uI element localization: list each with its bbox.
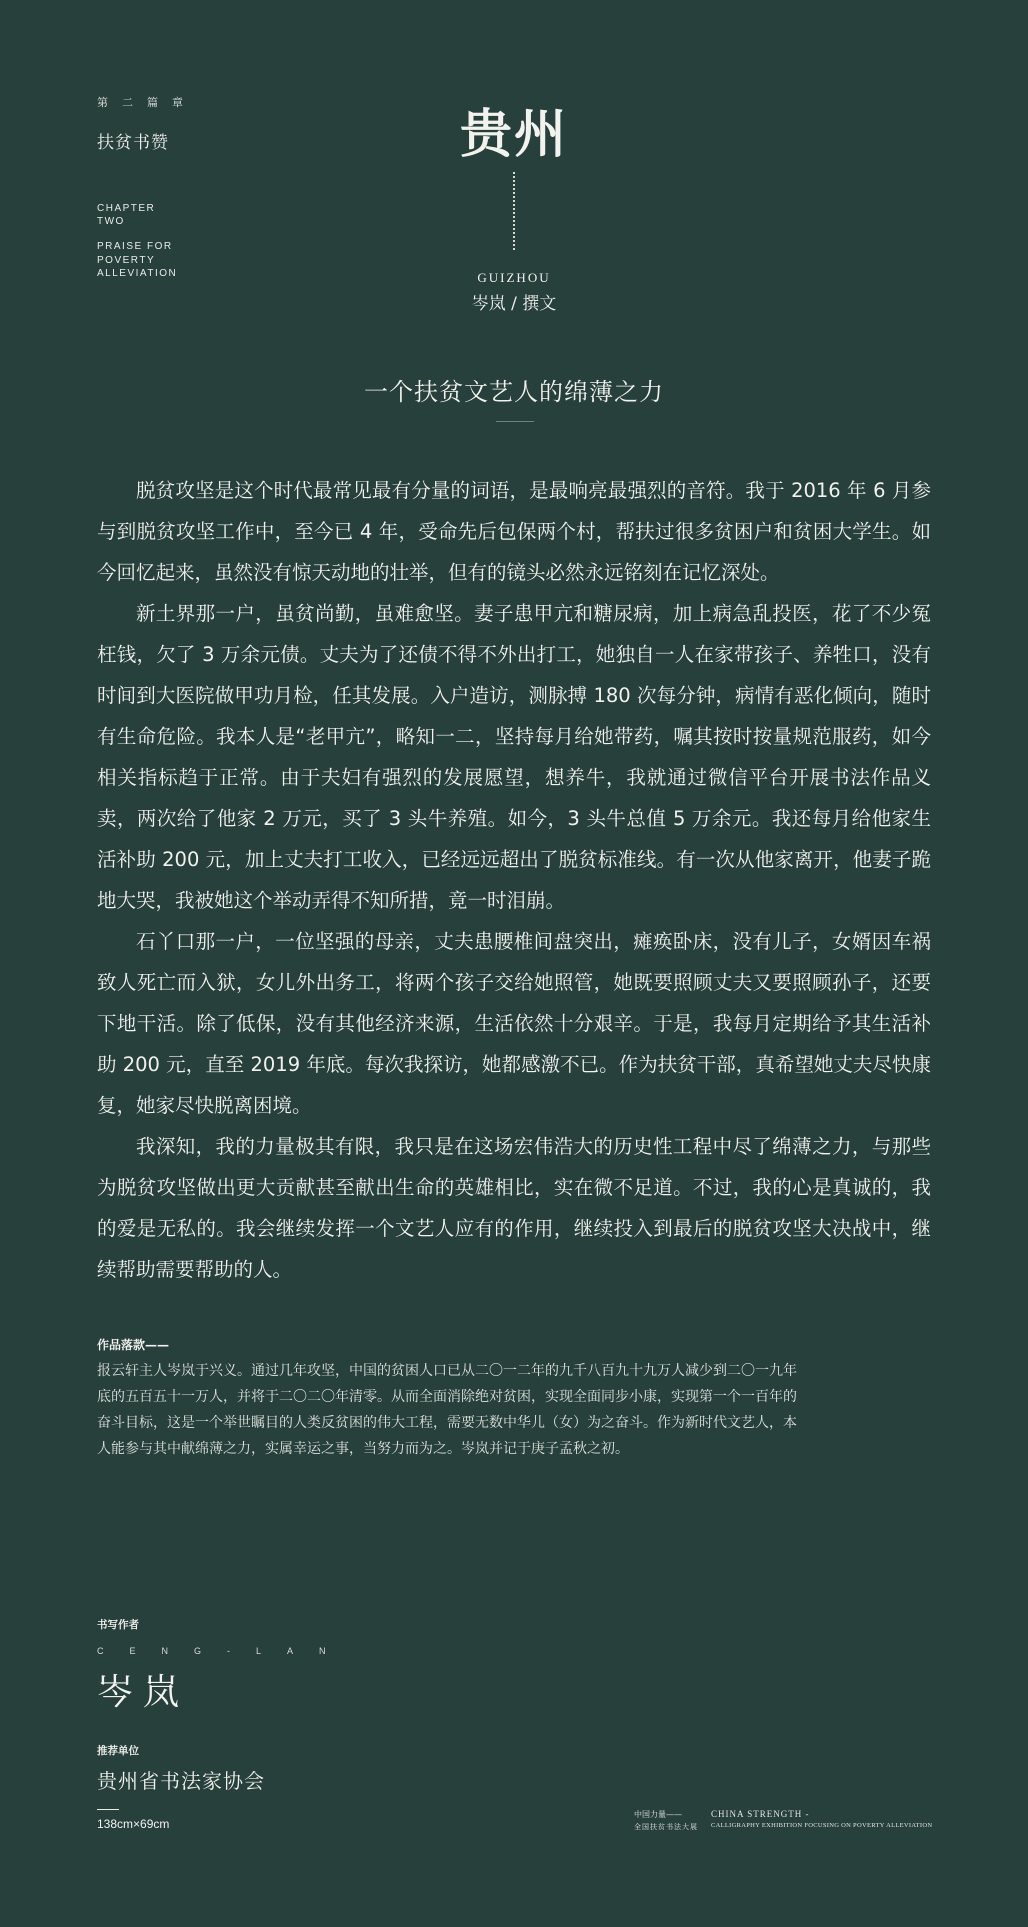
article-paragraph: 脱贫攻坚是这个时代最常见最有分量的词语，是最响亮最强烈的音符。我于 2016 年 6 月参与到脱贫攻坚工作中，至今已 4 年，受命先后包保两个村，帮扶过很多贫困户和贫困大学生。如今回忆起来，虽然没有惊天动地的壮举，但有的镜头必然永远铭刻在记忆深处。 <box>97 479 931 584</box>
author-credit: 岑岚 / 撰文 <box>471 294 557 314</box>
chapter-en-line: TWO <box>97 216 125 227</box>
writer-name-cn: 岑岚 <box>97 1672 190 1713</box>
recommend-org: 贵州省书法家协会 <box>97 1769 265 1793</box>
exhibition-subtitle-en: CALLIGRAPHY EXHIBITION FOCUSING ON POVERTY ALLEVIATION <box>711 1822 933 1829</box>
title-divider <box>496 421 534 422</box>
inscription-line: 奋斗目标，这是一个举世瞩目的人类反贫困的伟大工程，需要无数中华儿（女）为之奋斗。作为新时代文艺人，本 <box>97 1415 797 1431</box>
exhibition-subtitle-cn: 全国扶贫书法大展 <box>634 1823 698 1831</box>
place-title-en: GUIZHOU <box>477 270 551 285</box>
article-paragraph: 石丫口那一户，一位坚强的母亲，丈夫患腰椎间盘突出，瘫痪卧床，没有儿子，女婿因车祸致人死亡而入狱，女儿外出务工，将两个孩子交给她照管，她既要照顾丈夫又要照顾孙子，还要下地干活。除了低保，没有其他经济来源，生活依然十分艰辛。于是，我每月定期给予其生活补助 200 元，直至 2019 年底。每次我探访，她都感激不已。作为扶贫干部，真希望她丈夫尽快康复，她家尽快脱离困境。 <box>97 930 931 1117</box>
inscription-line: 人能参与其中献绵薄之力，实属幸运之事，当努力而为之。岑岚并记于庚子孟秋之初。 <box>97 1441 629 1457</box>
article-body <box>97 470 931 1290</box>
section-en-line: ALLEVIATION <box>97 268 178 279</box>
article-paragraph: 我深知，我的力量极其有限，我只是在这场宏伟浩大的历史性工程中尽了绵薄之力，与那些为脱贫攻坚做出更大贡献甚至献出生命的英雄相比，实在微不足道。不过，我的心是真诚的，我的爱是无私的。我会继续发挥一个文艺人应有的作用，继续投入到最后的脱贫攻坚大决战中，继续帮助需要帮助的人。 <box>97 1135 931 1281</box>
inscription-heading: 作品落款—— <box>97 1338 170 1352</box>
exhibition-title-en: CHINA STRENGTH - <box>711 1809 810 1819</box>
article-paragraph: 新土界那一户，虽贫尚勤，虽难愈坚。妻子患甲亢和糖尿病，加上病急乱投医，花了不少冤枉钱，欠了 3 万余元债。丈夫为了还债不得不外出打工，她独自一人在家带孩子、养牲口，没有时间到大医院做甲功月检，任其发展。入户造访，测脉搏 180 次每分钟，病情有恶化倾向，随时有生命危险。我本人是“老甲亢”，略知一二，坚持每月给她带药，嘱其按时按量规范服药，如今相关指标趋于正常。由于夫妇有强烈的发展愿望，想养牛，我就通过微信平台开展书法作品义卖，两次给了他家 2 万元，买了 3 头牛养殖。如今，3 头牛总值 5 万余元。我还每月给他家生活补助 200 元，加上丈夫打工收入，已经远远超出了脱贫标准线。有一次从他家离开，他妻子跪地大哭，我被她这个举动弄得不知所措，竟一时泪崩。 <box>97 602 931 912</box>
chapter-label-cn: 第二篇章 <box>97 96 197 109</box>
inscription-line: 报云轩主人岑岚于兴义。通过几年攻坚，中国的贫困人口已从二〇一二年的九千八百九十九万人减少到二〇一九年 <box>97 1363 797 1379</box>
section-en-line: POVERTY <box>97 254 156 266</box>
place-title: 贵州 <box>459 104 568 165</box>
chapter-label-en <box>97 202 155 228</box>
dotted-divider <box>513 172 515 250</box>
writer-name-en: CENG-LAN <box>97 1646 352 1656</box>
artwork-size: 138cm×69cm <box>97 1817 170 1831</box>
article-title: 一个扶贫文艺人的绵薄之力 <box>364 378 664 406</box>
size-divider <box>97 1809 119 1810</box>
inscription-line: 底的五百五十一万人，并将于二〇二〇年清零。从而全面消除绝对贫困，实现全面同步小康，实现第一个一百年的 <box>97 1389 797 1405</box>
recommend-label: 推荐单位 <box>97 1745 139 1757</box>
section-en-line: PRAISE FOR <box>97 241 173 252</box>
inscription-text <box>97 1358 905 1462</box>
section-title: 扶贫书赞 <box>97 133 169 153</box>
chapter-en-line: CHAPTER <box>97 203 156 214</box>
writer-label: 书写作者 <box>97 1619 139 1631</box>
exhibition-title-cn: 中国力量—— <box>634 1810 682 1819</box>
section-title-en <box>97 240 177 281</box>
